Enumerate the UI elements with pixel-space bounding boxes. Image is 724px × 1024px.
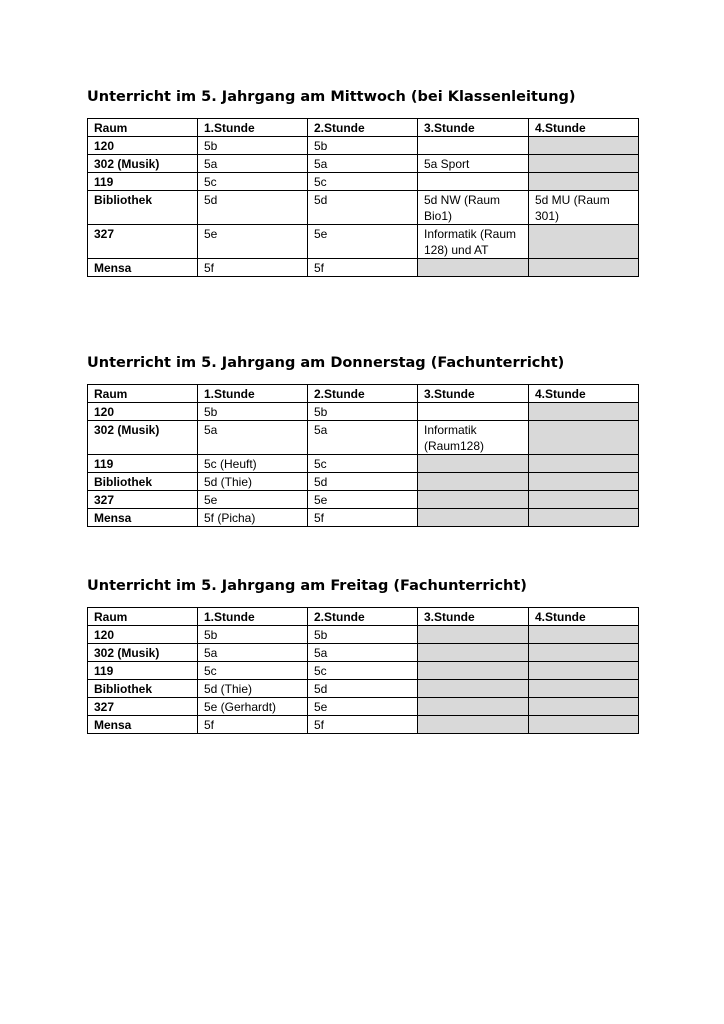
column-header: 2.Stunde [308, 608, 418, 626]
table-row [88, 491, 639, 509]
lesson-cell: 5e [198, 491, 308, 509]
table-row [88, 259, 639, 277]
table-row [88, 455, 639, 473]
schedule-table [87, 607, 639, 734]
lesson-cell [529, 455, 639, 473]
lesson-cell: 5c [308, 455, 418, 473]
lesson-cell: 5d [198, 191, 308, 225]
column-header: 2.Stunde [308, 119, 418, 137]
section-title: Unterricht im 5. Jahrgang am Mittwoch (bei Klassenleitung) [87, 89, 576, 105]
section-title: Unterricht im 5. Jahrgang am Freitag (Fachunterricht) [87, 578, 527, 594]
lesson-cell [418, 509, 529, 527]
lesson-cell: 5b [308, 137, 418, 155]
lesson-cell: 5a [198, 644, 308, 662]
table-row [88, 716, 639, 734]
table-row [88, 173, 639, 191]
lesson-cell [529, 644, 639, 662]
lesson-cell [418, 626, 529, 644]
section-donnerstag [87, 353, 638, 527]
room-cell: Bibliothek [88, 473, 198, 491]
lesson-cell: 5b [308, 403, 418, 421]
table-row [88, 137, 639, 155]
section-title: Unterricht im 5. Jahrgang am Donnerstag (Fachunterricht) [87, 355, 565, 371]
lesson-cell [418, 491, 529, 509]
lesson-cell: Informatik (Raum128) [418, 421, 529, 455]
table-row [88, 403, 639, 421]
column-header: 4.Stunde [529, 385, 639, 403]
lesson-cell: 5e [308, 491, 418, 509]
lesson-cell [529, 137, 639, 155]
lesson-cell: 5f [308, 259, 418, 277]
lesson-cell: 5a [198, 155, 308, 173]
lesson-cell: 5f [308, 509, 418, 527]
lesson-cell [529, 473, 639, 491]
lesson-cell [418, 259, 529, 277]
column-header: 3.Stunde [418, 608, 529, 626]
table-header-row [88, 608, 639, 626]
room-cell: Mensa [88, 259, 198, 277]
room-cell: 302 (Musik) [88, 421, 198, 455]
lesson-cell: 5c [198, 173, 308, 191]
room-cell: Bibliothek [88, 191, 198, 225]
lesson-cell: 5a [308, 421, 418, 455]
lesson-cell: 5a Sport [418, 155, 529, 173]
lesson-cell [418, 173, 529, 191]
room-cell: 327 [88, 698, 198, 716]
room-cell: 119 [88, 455, 198, 473]
section-mittwoch [87, 87, 638, 277]
room-cell: 327 [88, 225, 198, 259]
section-freitag [87, 576, 638, 734]
column-header: Raum [88, 385, 198, 403]
room-cell: 120 [88, 137, 198, 155]
room-cell: 119 [88, 173, 198, 191]
lesson-cell: 5c [308, 662, 418, 680]
lesson-cell: 5d MU (Raum 301) [529, 191, 639, 225]
lesson-cell [529, 662, 639, 680]
lesson-cell: 5d (Thie) [198, 680, 308, 698]
column-header: 1.Stunde [198, 385, 308, 403]
lesson-cell [418, 455, 529, 473]
table-row [88, 680, 639, 698]
table-row [88, 155, 639, 173]
table-row [88, 225, 639, 259]
column-header: 1.Stunde [198, 608, 308, 626]
lesson-cell [529, 491, 639, 509]
column-header: Raum [88, 119, 198, 137]
lesson-cell [529, 680, 639, 698]
column-header: 4.Stunde [529, 608, 639, 626]
lesson-cell: 5f (Picha) [198, 509, 308, 527]
lesson-cell [529, 259, 639, 277]
lesson-cell [529, 403, 639, 421]
room-cell: 302 (Musik) [88, 644, 198, 662]
schedule-table [87, 118, 639, 277]
lesson-cell [418, 473, 529, 491]
lesson-cell [418, 403, 529, 421]
room-cell: 119 [88, 662, 198, 680]
room-cell: 120 [88, 626, 198, 644]
lesson-cell: 5a [308, 155, 418, 173]
column-header: Raum [88, 608, 198, 626]
room-cell: Mensa [88, 509, 198, 527]
lesson-cell: 5c [198, 662, 308, 680]
lesson-cell [529, 626, 639, 644]
column-header: 4.Stunde [529, 119, 639, 137]
lesson-cell [418, 644, 529, 662]
lesson-cell: 5c [308, 173, 418, 191]
lesson-cell [418, 698, 529, 716]
lesson-cell [529, 155, 639, 173]
lesson-cell: 5a [198, 421, 308, 455]
table-row [88, 662, 639, 680]
table-row [88, 421, 639, 455]
lesson-cell [529, 225, 639, 259]
lesson-cell: 5e (Gerhardt) [198, 698, 308, 716]
lesson-cell: 5d [308, 473, 418, 491]
table-row [88, 626, 639, 644]
table-header-row [88, 119, 639, 137]
room-cell: 120 [88, 403, 198, 421]
room-cell: Mensa [88, 716, 198, 734]
lesson-cell: 5d [308, 191, 418, 225]
room-cell: 327 [88, 491, 198, 509]
lesson-cell: 5c (Heuft) [198, 455, 308, 473]
table-row [88, 191, 639, 225]
column-header: 3.Stunde [418, 385, 529, 403]
lesson-cell [418, 137, 529, 155]
lesson-cell: 5b [308, 626, 418, 644]
column-header: 2.Stunde [308, 385, 418, 403]
column-header: 1.Stunde [198, 119, 308, 137]
table-row [88, 644, 639, 662]
lesson-cell [418, 716, 529, 734]
lesson-cell: 5f [308, 716, 418, 734]
lesson-cell: 5b [198, 626, 308, 644]
lesson-cell: 5f [198, 716, 308, 734]
lesson-cell [529, 173, 639, 191]
table-row [88, 509, 639, 527]
lesson-cell [529, 421, 639, 455]
lesson-cell: 5e [198, 225, 308, 259]
lesson-cell [529, 716, 639, 734]
lesson-cell: 5d (Thie) [198, 473, 308, 491]
lesson-cell: 5e [308, 225, 418, 259]
lesson-cell: 5e [308, 698, 418, 716]
table-row [88, 473, 639, 491]
table-row [88, 698, 639, 716]
room-cell: Bibliothek [88, 680, 198, 698]
lesson-cell [529, 509, 639, 527]
lesson-cell: 5f [198, 259, 308, 277]
lesson-cell: 5a [308, 644, 418, 662]
lesson-cell: 5d [308, 680, 418, 698]
lesson-cell: 5d NW (Raum Bio1) [418, 191, 529, 225]
column-header: 3.Stunde [418, 119, 529, 137]
table-header-row [88, 385, 639, 403]
lesson-cell [418, 662, 529, 680]
lesson-cell [418, 680, 529, 698]
lesson-cell [529, 698, 639, 716]
lesson-cell: Informatik (Raum 128) und AT [418, 225, 529, 259]
lesson-cell: 5b [198, 403, 308, 421]
schedule-table [87, 384, 639, 527]
room-cell: 302 (Musik) [88, 155, 198, 173]
lesson-cell: 5b [198, 137, 308, 155]
